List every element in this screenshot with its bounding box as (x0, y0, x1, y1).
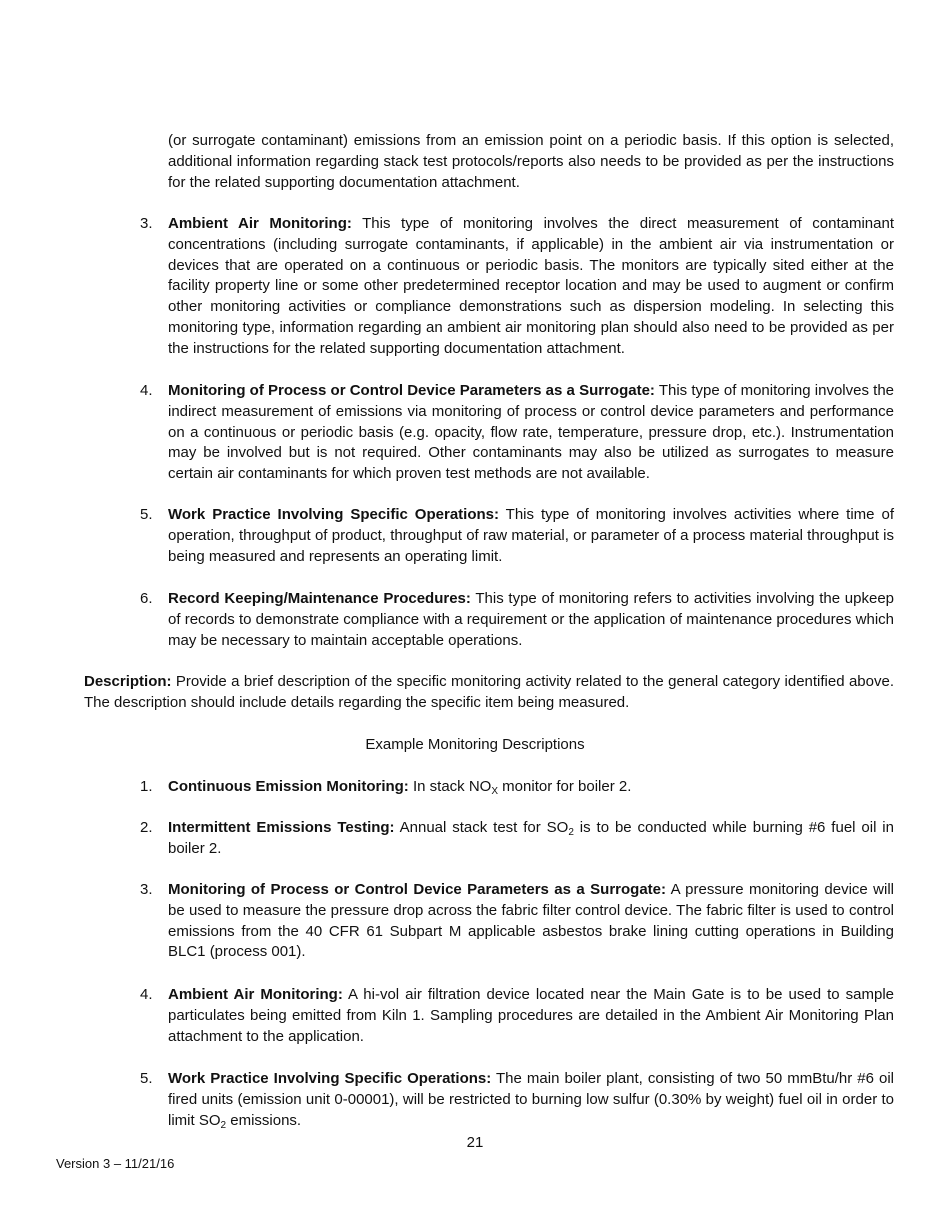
category-text: This type of monitoring involves activities where time of operation, throughput of product, throughput of raw material, or parameter of a process material throughput is being measured and represents an operating limit. (168, 506, 894, 565)
example-text: A hi-vol air filtration device located near the Main Gate is to be used to sample particulates being emitted from Kiln 1. Sampling procedures are detailed in the Ambient Air Monitoring Plan attachment to the application. (168, 986, 894, 1045)
example-title: Continuous Emission Monitoring: (168, 778, 409, 795)
page-number: 21 (466, 1134, 484, 1151)
example-title: Ambient Air Monitoring: (168, 986, 343, 1003)
example-text: In stack NO (408, 778, 492, 795)
example-text: A pressure monitoring device will be used to measure the pressure drop across the fabric filter control device. The fabric filter is used to control emissions from the 40 CFR 61 Subpart M applicable asbestos brake lining cutting operations in Building BLC1 (process 001). (168, 881, 894, 961)
category-title: Monitoring of Process or Control Device Parameters as a Surrogate: (168, 382, 655, 399)
example-text-end: emissions. (226, 1111, 302, 1129)
example-item-4 (140, 985, 894, 1047)
list-number: 4. (140, 382, 153, 399)
category-title: Record Keeping/Maintenance Procedures: (168, 590, 471, 607)
example-title: Intermittent Emissions Testing: (168, 819, 395, 836)
category-text: This type of monitoring involves the direct measurement of contaminant concentrations (including surrogate contaminants, if applicable) in the ambient air via instrumentation or devices that are operated on a continuous or periodic basis. The monitors are typically sited either at the facility property line or some other predetermined receptor location and may be used to augment or confirm other monitoring activities or compliance demonstrations such as dispersion modeling. In selecting this monitoring type, information regarding an ambient air monitoring plan should also need to be provided as per the instructions for the related supporting documentation attachment. (168, 215, 894, 357)
example-title: Monitoring of Process or Control Device Parameters as a Surrogate: (168, 881, 666, 898)
category-item-4 (140, 381, 894, 485)
description-label: Description: (84, 673, 172, 690)
footer-version: Version 3 – 11/21/16 (56, 1156, 175, 1171)
category-item-3 (140, 214, 894, 360)
example-text: The main boiler plant, consisting of two 50 mmBtu/hr #6 oil fired units (emission unit 0-00001), will be restricted to burning low sulfur (0.30% by weight) fuel oil in order to limit SO (168, 1070, 894, 1129)
list-number: 1. (140, 778, 153, 795)
example-text-end: monitor for boiler 2. (498, 778, 632, 795)
subscript: X (491, 786, 499, 797)
description-paragraph (84, 672, 894, 714)
category-text: This type of monitoring refers to activities involving the upkeep of records to demonstrate compliance with a requirement or the application of maintenance procedures which may be necessary to maintain acceptable operations. (168, 590, 895, 649)
example-item-1 (140, 777, 894, 798)
list-number: 2. (140, 819, 153, 836)
examples-heading: Example Monitoring Descriptions (365, 736, 585, 753)
example-title: Work Practice Involving Specific Operations: (168, 1070, 492, 1087)
category-title: Work Practice Involving Specific Operations: (168, 506, 499, 523)
subscript: 2 (568, 827, 574, 838)
list-number: 5. (140, 1070, 153, 1087)
category-title: Ambient Air Monitoring: (168, 215, 352, 232)
intro-paragraph: (or surrogate contaminant) emissions from an emission point on a periodic basis. If this option is selected, additional information regarding stack test protocols/reports also needs to be provided as per the instructions for the related supporting documentation attachment. (168, 132, 894, 191)
category-item-6 (140, 589, 894, 651)
description-text: Provide a brief description of the specific monitoring activity related to the general category identified above. The description should include details regarding the specific item being measured. (84, 673, 894, 711)
list-number: 3. (140, 881, 153, 898)
list-number: 5. (140, 506, 153, 523)
list-number: 4. (140, 986, 153, 1003)
example-text: Annual stack test for SO (394, 819, 569, 836)
category-item-5 (140, 505, 894, 567)
example-item-3 (140, 880, 894, 963)
list-number: 6. (140, 590, 153, 607)
example-text-end: is to be conducted while burning #6 fuel oil in boiler 2. (168, 819, 894, 857)
list-number: 3. (140, 215, 153, 232)
example-item-5 (140, 1069, 894, 1131)
subscript: 2 (220, 1119, 227, 1131)
category-text: This type of monitoring involves the indirect measurement of emissions via monitoring of process or control device parameters and performance on a continuous or periodic basis (e.g. opacity, flow rate, temperature, pressure drop, etc.). Instrumentation may be involved but is not required. Other contaminants may also be utilized as surrogates to measure certain air contaminants for which proven test methods are not available. (168, 382, 895, 483)
example-item-2 (140, 818, 894, 860)
